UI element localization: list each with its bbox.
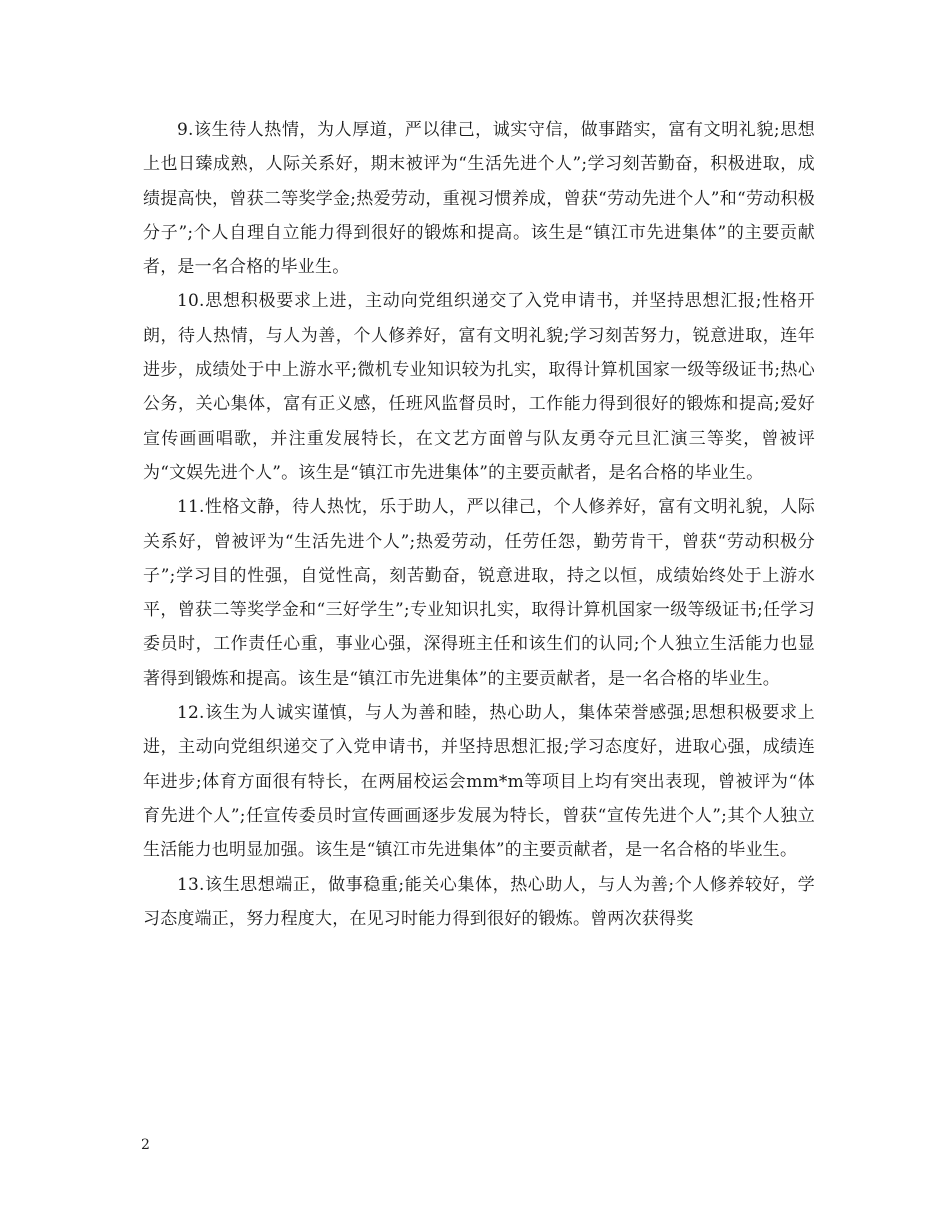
paragraph-10: 10.思想积极要求上进，主动向党组织递交了入党申请书，并坚持思想汇报;性格开朗，待人热情，与人为善，个人修养好，富有文明礼貌;学习刻苦努力，锐意进取，连年进步，成绩处于中上游水平;微机专业知识较为扎实，取得计算机国家一级等级证书;热心公务，关心集体，富有正义感，任班风监督员时，工作能力得到很好的锻炼和提高;爱好宣传画画唱歌，并注重发展特长，在文艺方面曾与队友勇夺元旦汇演三等奖，曾被评为“文娱先进个人”。该生是“镇江市先进集体”的主要贡献者，是名合格的毕业生。 xyxy=(143,291,815,483)
document-body xyxy=(143,113,815,936)
paragraph-9: 9.该生待人热情，为人厚道，严以律己，诚实守信，做事踏实，富有文明礼貌;思想上也日臻成熟，人际关系好，期末被评为“生活先进个人”;学习刻苦勤奋，积极进取，成绩提高快，曾获二等奖学金;热爱劳动，重视习惯养成，曾获“劳动先进个人”和“劳动积极分子”;个人自理自立能力得到很好的锻炼和提高。该生是“镇江市先进集体”的主要贡献者，是一名合格的毕业生。 xyxy=(143,120,815,278)
paragraph-12: 12.该生为人诚实谨慎，与人为善和睦，热心助人，集体荣誉感强;思想积极要求上进，主动向党组织递交了入党申请书，并坚持思想汇报;学习态度好，进取心强，成绩连年进步;体育方面很有特长，在两届校运会mm*m等项目上均有突出表现，曾被评为“体育先进个人”;任宣传委员时宣传画画逐步发展为特长，曾获“宣传先进个人”;其个人独立生活能力也明显加强。该生是“镇江市先进集体”的主要贡献者，是一名合格的毕业生。 xyxy=(143,703,815,861)
paragraph-11: 11.性格文静，待人热忱，乐于助人，严以律己，个人修养好，富有文明礼貌，人际关系好，曾被评为“生活先进个人”;热爱劳动，任劳任怨，勤劳肯干，曾获“劳动积极分子”;学习目的性强，自觉性高，刻苦勤奋，锐意进取，持之以恒，成绩始终处于上游水平，曾获二等奖学金和“三好学生”;专业知识扎实，取得计算机国家一级等级证书;任学习委员时，工作责任心重，事业心强，深得班主任和该生们的认同;个人独立生活能力也显著得到锻炼和提高。该生是“镇江市先进集体”的主要贡献者，是一名合格的毕业生。 xyxy=(143,497,815,689)
page-number: 2 xyxy=(141,1137,150,1153)
paragraph-13: 13.该生思想端正，做事稳重;能关心集体，热心助人，与人为善;个人修养较好，学习态度端正，努力程度大，在见习时能力得到很好的锻炼。曾两次获得奖 xyxy=(143,874,815,929)
